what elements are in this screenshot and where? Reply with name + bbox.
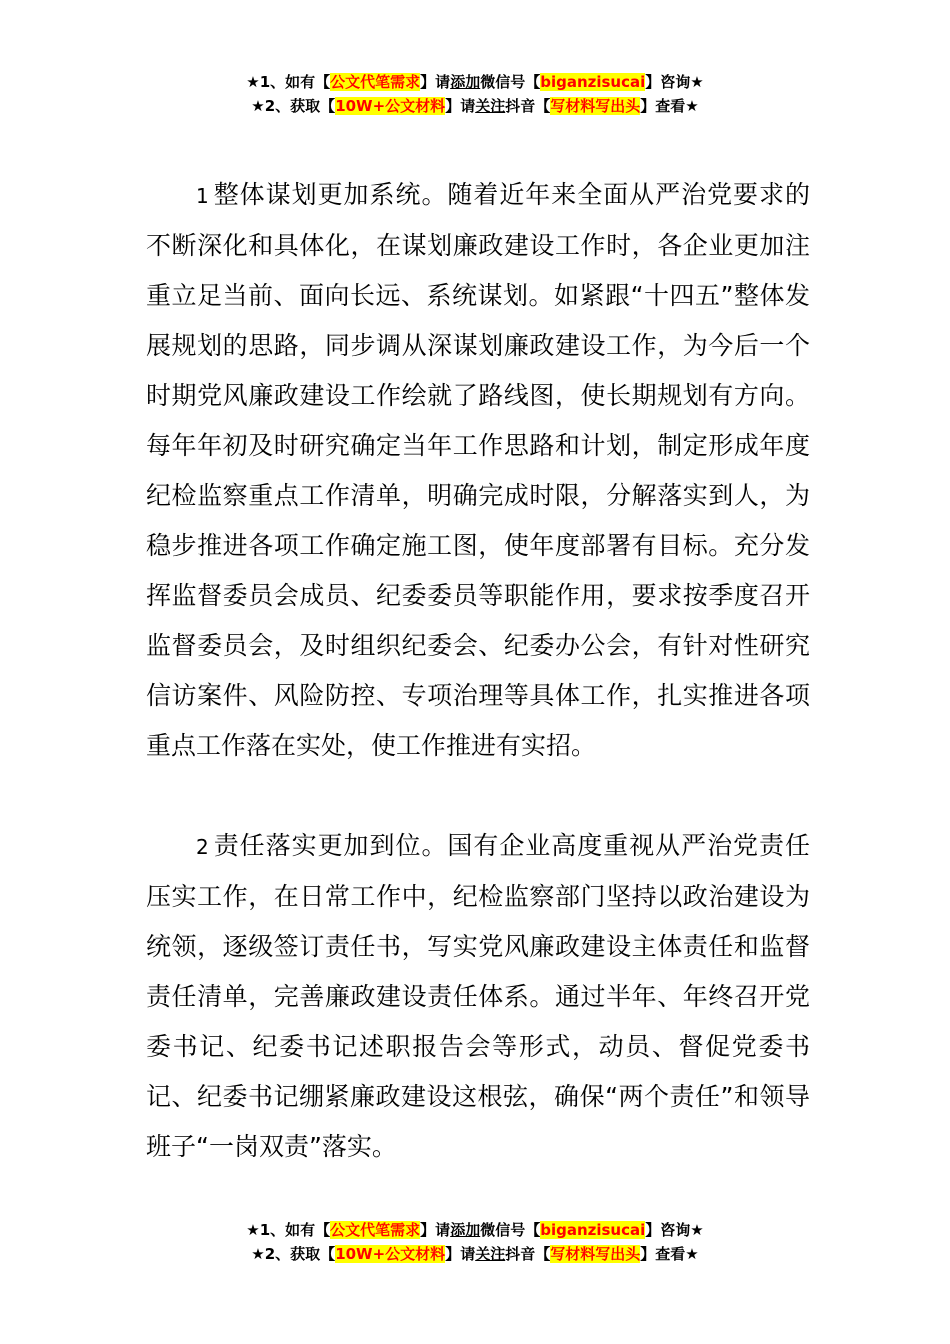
paragraph-2 [146, 821, 810, 1172]
top-banner [0, 70, 950, 118]
banner-highlight: 10W+公文材料 [335, 97, 446, 115]
banner-line-2: ★2、获取【10W+公文材料】请关注抖音【写材料写出头】查看★ [251, 1245, 699, 1263]
banner-highlight: 公文代笔需求 [330, 73, 421, 91]
paragraph-1 [146, 170, 810, 771]
banner-highlight: 写材料写出头 [550, 1245, 641, 1263]
paragraph-text: 整体谋划更加系统。随着近年来全面从严治党要求的不断深化和具体化，在谋划廉政建设工作时，各企业更加注重立足当前、面向长远、系统谋划。如紧跟“十四五”整体发展规划的思路，同步调从深谋划廉政建设工作，为今后一个时期党风廉政建设工作绘就了路线图，使长期规划有方向。每年年初及时研究确定当年工作思路和计划，制定形成年度纪检监察重点工作清单，明确完成时限，分解落实到人，为稳步推进各项工作确定施工图，使年度部署有目标。充分发挥监督委员会成员、纪委委员等职能作用，要求按季度召开监督委员会，及时组织纪委会、纪委办公会，有针对性研究信访案件、风险防控、专项治理等具体工作，扎实推进各项重点工作落在实处，使工作推进有实招。 [146, 180, 810, 760]
paragraph-text: 责任落实更加到位。国有企业高度重视从严治党责任压实工作，在日常工作中，纪检监察部门坚持以政治建设为统领，逐级签订责任书，写实党风廉政建设主体责任和监督责任清单，完善廉政建设责任体系。通过半年、年终召开党委书记、纪委书记述职报告会等形式，动员、督促党委书记、纪委书记绷紧廉政建设这根弦，确保“两个责任”和领导班子“一岗双责”落实。 [146, 831, 810, 1161]
document-body [146, 170, 810, 1172]
banner-highlight: 写材料写出头 [550, 97, 641, 115]
banner-highlight: biganzisucai [540, 1221, 646, 1239]
banner-highlight: biganzisucai [540, 73, 646, 91]
bottom-banner [0, 1218, 950, 1266]
banner-highlight: 公文代笔需求 [330, 1221, 421, 1239]
paragraph-number: 2 [196, 835, 209, 859]
banner-line-1: ★1、如有【公文代笔需求】请添加微信号【biganzisucai】咨询★ [246, 73, 704, 91]
banner-line-1: ★1、如有【公文代笔需求】请添加微信号【biganzisucai】咨询★ [246, 1221, 704, 1239]
paragraph-number: 1 [196, 184, 209, 208]
banner-highlight: 10W+公文材料 [335, 1245, 446, 1263]
banner-line-2: ★2、获取【10W+公文材料】请关注抖音【写材料写出头】查看★ [251, 97, 699, 115]
